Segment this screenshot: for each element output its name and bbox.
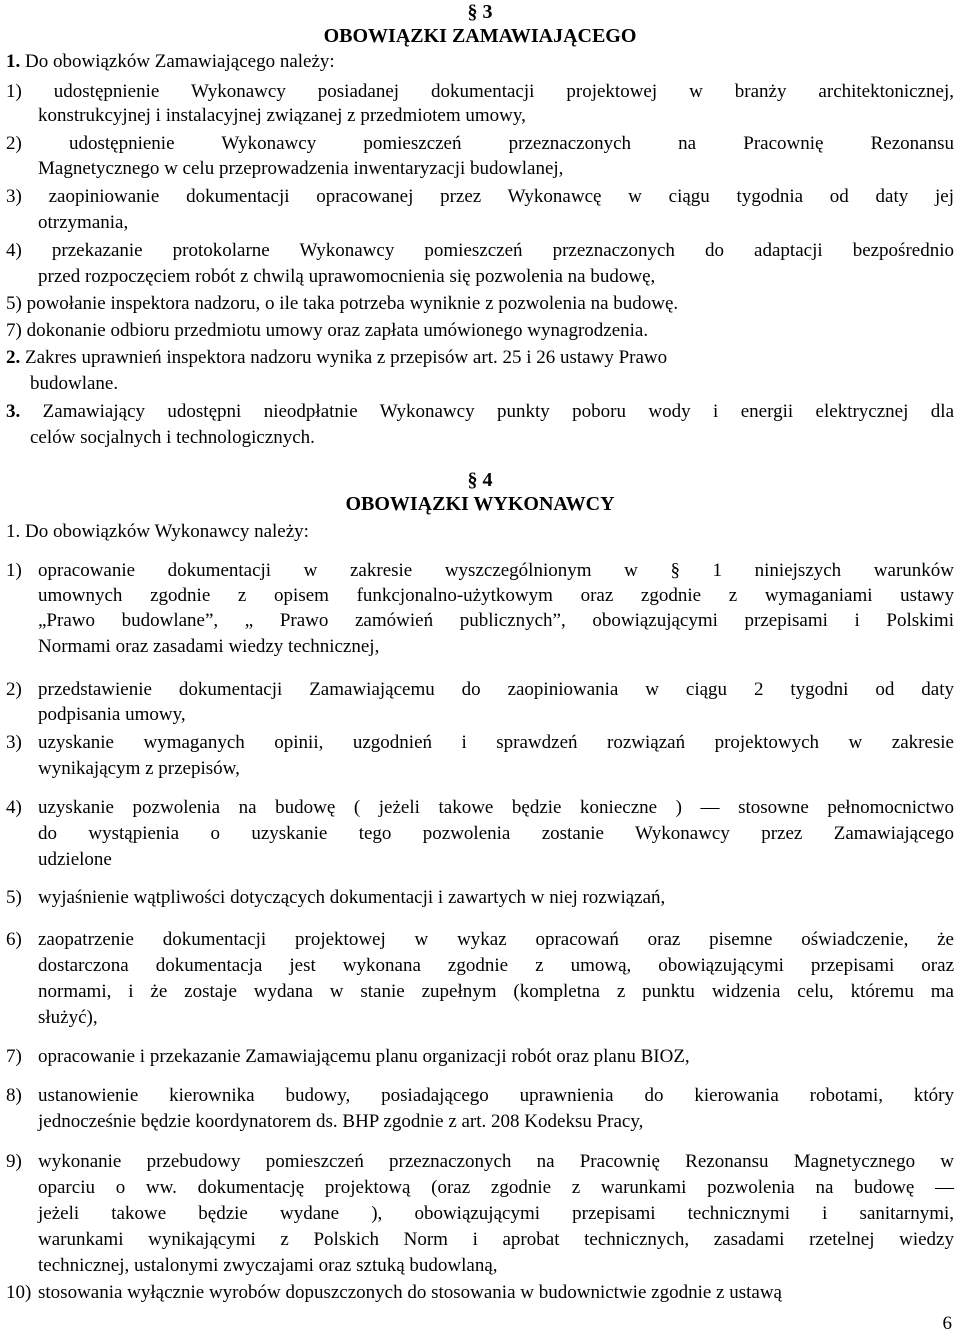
s4-item-line: Normami oraz zasadami wiedzy technicznej, xyxy=(38,636,380,657)
s4-item-line: warunkami wynikającymi z Polskich Norm i aprobat technicznych, zasadami rzetelnej wiedzy xyxy=(38,1229,954,1250)
s4-item-line: wynikającym z przepisów, xyxy=(38,758,240,779)
s3-paragraph-2-text: Zakres uprawnień inspektora nadzoru wynika z przepisów art. 25 i 26 ustawy Prawo xyxy=(25,347,668,368)
s4-lead-number: 1. xyxy=(6,521,21,542)
s4-item-line: opracowanie dokumentacji w zakresie wyszczególnionym w § 1 niniejszych warunków xyxy=(38,560,954,581)
s4-lead-text: Do obowiązków Wykonawcy należy: xyxy=(25,521,309,542)
s4-item-line: udzielone xyxy=(38,849,112,870)
s4-lead xyxy=(6,520,309,543)
s3-item-2-line-2: Magnetycznego w celu przeprowadzenia inwentaryzacji budowlanej, xyxy=(38,158,564,179)
s4-item-line: przedstawienie dokumentacji Zamawiającemu do zaopiniowania w ciągu 2 tygodni od daty xyxy=(38,679,954,700)
s3-item-7: 7) dokonanie odbioru przedmiotu umowy oraz zapłata umówionego wynagrodzenia. xyxy=(6,320,649,341)
s4-item-line: normami, i że zostaje wydana w stanie zupełnym (kompletna z punktu widzenia celu, któremu ma xyxy=(38,981,954,1002)
s4-item-line: ustanowienie kierownika budowy, posiadającego uprawnienia do kierowania robotami, który xyxy=(38,1085,954,1106)
s4-item-line: jeżeli takowe będzie wydane ), obowiązującymi przepisami technicznymi i sanitarnymi, xyxy=(38,1203,954,1224)
s4-item-line: „Prawo budowlane”, „ Prawo zamówień publicznych”, obowiązującymi przepisami i Polskimi xyxy=(38,610,954,631)
s3-paragraph-3-number: 3. xyxy=(6,401,21,422)
s4-item-line: oparciu o ww. dokumentację projektową (oraz zgodnie z warunkami pozwolenia na budowę — xyxy=(38,1177,954,1198)
s4-item-line: podpisania umowy, xyxy=(38,704,186,725)
s4-item-line: wyjaśnienie wątpliwości dotyczących dokumentacji i zawartych w niej rozwiązań, xyxy=(38,887,666,908)
section-3-symbol: § 3 xyxy=(467,1,493,23)
s3-paragraph-2-number: 2. xyxy=(6,347,21,368)
s3-paragraph-3-line-2: celów socjalnych i technologicznych. xyxy=(30,427,315,448)
section-4-title: OBOWIĄZKI WYKONAWCY xyxy=(345,493,615,515)
s3-lead-number: 1. xyxy=(6,51,21,72)
s4-item-line: wykonanie przebudowy pomieszczeń przeznaczonych na Pracownię Rezonansu Magnetycznego w xyxy=(38,1151,954,1172)
section-4-symbol: § 4 xyxy=(467,469,493,491)
s4-item-number: 7) xyxy=(6,1046,22,1067)
s4-item-line: uzyskanie wymaganych opinii, uzgodnień i sprawdzeń rozwiązań projektowych w zakresie xyxy=(38,732,954,753)
s4-item-line: do wystąpienia o uzyskanie tego pozwolenia zostanie Wykonawcy przez Zamawiającego xyxy=(38,823,954,844)
s3-item-3-line-1: 3) zaopiniowanie dokumentacji opracowanej przez Wykonawcę w ciągu tygodnia od daty jej xyxy=(6,186,954,207)
s3-item-4-line-1: 4) przekazanie protokolarne Wykonawcy pomieszczeń przeznaczonych do adaptacji bezpośrednio xyxy=(6,240,954,261)
s4-item-line: zaopatrzenie dokumentacji projektowej w wykaz opracowań oraz pisemne oświadczenie, że xyxy=(38,929,954,950)
s3-item-1-line-2: konstrukcyjnej i instalacyjnej związanej z przedmiotem umowy, xyxy=(38,105,526,126)
s3-item-5: 5) powołanie inspektora nadzoru, o ile taka potrzeba wyniknie z pozwolenia na budowę. xyxy=(6,293,679,314)
s3-paragraph-3-line-1 xyxy=(6,400,954,423)
s3-paragraph-2-line-2: budowlane. xyxy=(30,373,119,394)
s3-lead xyxy=(6,50,335,73)
s3-item-1-line-1: 1) udostępnienie Wykonawcy posiadanej dokumentacji projektowej w branży architektonicznej, xyxy=(6,81,954,102)
s4-item-number: 1) xyxy=(6,560,22,581)
s4-item-line: służyć), xyxy=(38,1007,98,1028)
s4-item-number: 4) xyxy=(6,797,22,818)
s4-item-number: 3) xyxy=(6,732,22,753)
s4-item-number: 9) xyxy=(6,1151,22,1172)
s3-item-3-line-2: otrzymania, xyxy=(38,212,129,233)
s3-paragraph-2-line-1 xyxy=(6,346,667,369)
s4-item-line: dostarczona dokumentacja jest wykonana zgodnie z umową, obowiązującymi przepisami oraz xyxy=(38,955,954,976)
s4-item-line: technicznej, ustalonymi zwyczajami oraz sztuką budowlaną, xyxy=(38,1255,498,1276)
s4-item-line: stosowania wyłącznie wyrobów dopuszczonych do stosowania w budownictwie zgodnie z ustawą xyxy=(38,1282,782,1303)
s4-item-number: 5) xyxy=(6,887,22,908)
s3-item-4-line-2: przed rozpoczęciem robót z chwilą uprawomocnienia się pozwolenia na budowę, xyxy=(38,266,656,287)
s4-item-line: umownych zgodnie z opisem funkcjonalno-użytkowym oraz zgodnie z wymaganiami ustawy xyxy=(38,585,954,606)
s4-item-number: 8) xyxy=(6,1085,22,1106)
s3-item-2-line-1: 2) udostępnienie Wykonawcy pomieszczeń przeznaczonych na Pracownię Rezonansu xyxy=(6,133,954,154)
page-number: 6 xyxy=(942,1313,952,1334)
s4-item-number: 6) xyxy=(6,929,22,950)
s3-paragraph-3-text: Zamawiający udostępni nieodpłatnie Wykonawcy punkty poboru wody i energii elektrycznej dla xyxy=(42,401,954,422)
s4-item-line: opracowanie i przekazanie Zamawiającemu planu organizacji robót oraz planu BIOZ, xyxy=(38,1046,690,1067)
s4-item-number: 10) xyxy=(6,1282,32,1303)
s4-item-line: uzyskanie pozwolenia na budowę ( jeżeli takowe będzie konieczne ) — stosowne pełnomocnictwo xyxy=(38,797,954,818)
s4-item-line: jednocześnie będzie koordynatorem ds. BHP zgodnie z art. 208 Kodeksu Pracy, xyxy=(38,1111,644,1132)
s3-lead-text: Do obowiązków Zamawiającego należy: xyxy=(25,51,335,72)
section-3-title: OBOWIĄZKI ZAMAWIAJĄCEGO xyxy=(323,25,637,47)
s4-item-number: 2) xyxy=(6,679,22,700)
